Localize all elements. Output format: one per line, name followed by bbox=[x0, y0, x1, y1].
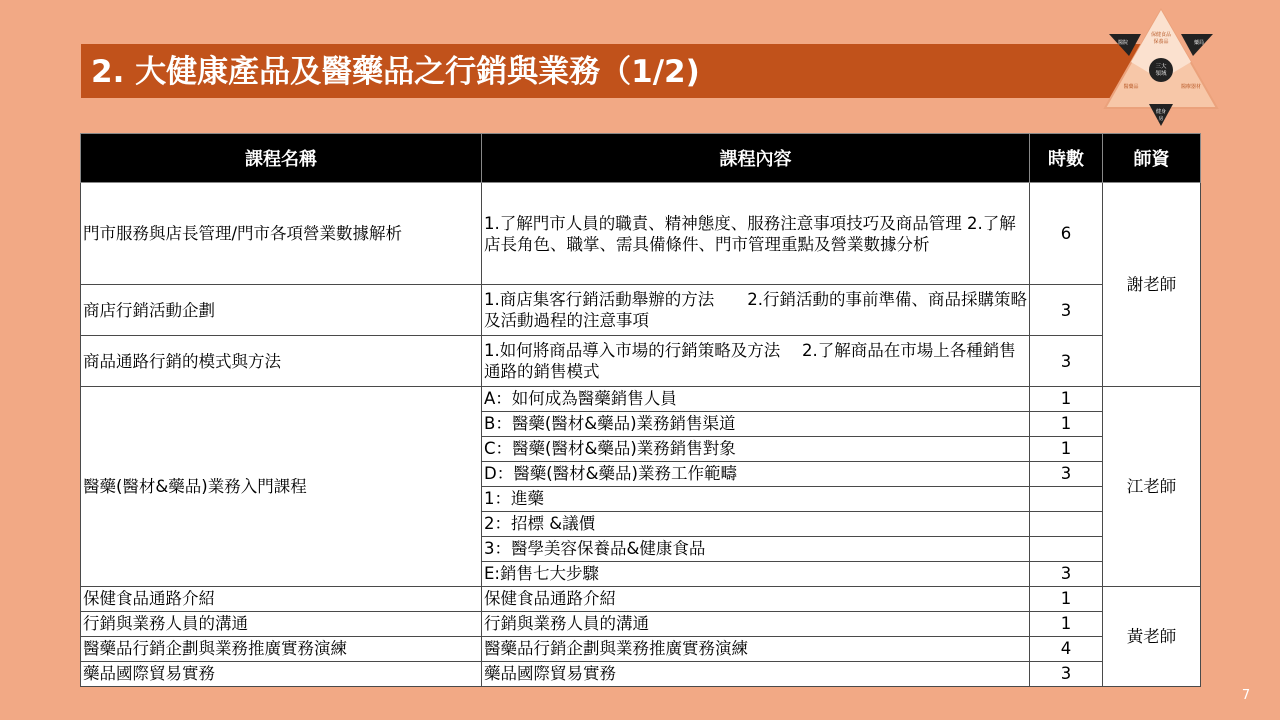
course-content: 藥品國際貿易實務 bbox=[482, 662, 1030, 687]
course-content: 3：醫學美容保養品&健康食品 bbox=[482, 537, 1030, 562]
table-row bbox=[81, 183, 1201, 285]
page-title: 2. 大健康產品及醫藥品之行銷與業務（1/2) bbox=[91, 54, 700, 90]
course-hours bbox=[1030, 512, 1103, 537]
table-row bbox=[81, 662, 1201, 687]
course-content: 1.如何將商品導入市場的行銷策略及方法 2.了解商品在市場上各種銷售通路的銷售模式 bbox=[482, 336, 1030, 387]
course-hours bbox=[1030, 537, 1103, 562]
header-course-name: 課程名稱 bbox=[81, 134, 482, 183]
header-hours: 時數 bbox=[1030, 134, 1103, 183]
course-hours: 1 bbox=[1030, 612, 1103, 637]
course-content: 行銷與業務人員的溝通 bbox=[482, 612, 1030, 637]
course-hours: 4 bbox=[1030, 637, 1103, 662]
table-row bbox=[81, 612, 1201, 637]
logo-top-label: 保健食品 bbox=[1150, 32, 1172, 38]
course-content: D：醫藥(醫材&藥品)業務工作範疇 bbox=[482, 462, 1030, 487]
course-content: 2：招標 &議價 bbox=[482, 512, 1030, 537]
course-name: 醫藥(醫材&藥品)業務入門課程 bbox=[81, 387, 482, 587]
course-name: 醫藥品行銷企劃與業務推廣實務演練 bbox=[81, 637, 482, 662]
logo-bottom-left-label: 醫藥品 bbox=[1123, 84, 1139, 90]
table-row bbox=[81, 387, 1201, 412]
table-row bbox=[81, 336, 1201, 387]
logo-bottom-label: 健身 bbox=[1155, 109, 1167, 115]
course-name: 商品通路行銷的模式與方法 bbox=[81, 336, 482, 387]
course-content: 保健食品通路介紹 bbox=[482, 587, 1030, 612]
table-row bbox=[81, 637, 1201, 662]
course-content: A：如何成為醫藥銷售人員 bbox=[482, 387, 1030, 412]
course-hours: 3 bbox=[1030, 336, 1103, 387]
course-name: 藥品國際貿易實務 bbox=[81, 662, 482, 687]
course-hours: 1 bbox=[1030, 387, 1103, 412]
course-hours: 3 bbox=[1030, 285, 1103, 336]
course-content: B：醫藥(醫材&藥品)業務銷售渠道 bbox=[482, 412, 1030, 437]
course-name: 門市服務與店長管理/門市各項營業數據解析 bbox=[81, 183, 482, 285]
course-hours: 3 bbox=[1030, 662, 1103, 687]
course-hours: 3 bbox=[1030, 562, 1103, 587]
course-name: 商店行銷活動企劃 bbox=[81, 285, 482, 336]
svg-text:房: 房 bbox=[1158, 116, 1164, 122]
course-hours: 1 bbox=[1030, 412, 1103, 437]
svg-text:領域: 領域 bbox=[1155, 71, 1167, 77]
course-content: 1：進藥 bbox=[482, 487, 1030, 512]
logo-bottom-right-label: 醫療器材 bbox=[1180, 84, 1202, 90]
course-content: C：醫藥(醫材&藥品)業務銷售對象 bbox=[482, 437, 1030, 462]
svg-text:保養品: 保養品 bbox=[1153, 39, 1169, 45]
course-hours: 3 bbox=[1030, 462, 1103, 487]
header-teacher: 師資 bbox=[1103, 134, 1201, 183]
course-hours bbox=[1030, 487, 1103, 512]
table-row bbox=[81, 285, 1201, 336]
teacher-cell: 江老師 bbox=[1103, 387, 1201, 587]
three-domains-logo bbox=[1103, 8, 1219, 128]
course-content: 1.了解門市人員的職責、精神態度、服務注意事項技巧及商品管理 2.了解店長角色、職掌、需具備條件、門市管理重點及營業數據分析 bbox=[482, 183, 1030, 285]
course-hours: 1 bbox=[1030, 587, 1103, 612]
course-hours: 1 bbox=[1030, 437, 1103, 462]
header-course-content: 課程內容 bbox=[482, 134, 1030, 183]
course-name: 保健食品通路介紹 bbox=[81, 587, 482, 612]
table-row bbox=[81, 587, 1201, 612]
teacher-cell: 謝老師 bbox=[1103, 183, 1201, 387]
course-content: 醫藥品行銷企劃與業務推廣實務演練 bbox=[482, 637, 1030, 662]
title-bar bbox=[81, 44, 1149, 98]
logo-center-label: 三大 bbox=[1155, 64, 1167, 70]
course-hours: 6 bbox=[1030, 183, 1103, 285]
logo-left-label: 醫院 bbox=[1117, 40, 1129, 46]
table-header-row bbox=[81, 134, 1201, 183]
course-content: E:銷售七大步驟 bbox=[482, 562, 1030, 587]
teacher-cell: 黃老師 bbox=[1103, 587, 1201, 687]
course-name: 行銷與業務人員的溝通 bbox=[81, 612, 482, 637]
logo-right-label: 藥局 bbox=[1193, 40, 1205, 46]
page-number: 7 bbox=[1241, 688, 1251, 703]
course-table bbox=[80, 133, 1201, 687]
course-content: 1.商店集客行銷活動舉辦的方法 2.行銷活動的事前準備、商品採購策略及活動過程的注意事項 bbox=[482, 285, 1030, 336]
